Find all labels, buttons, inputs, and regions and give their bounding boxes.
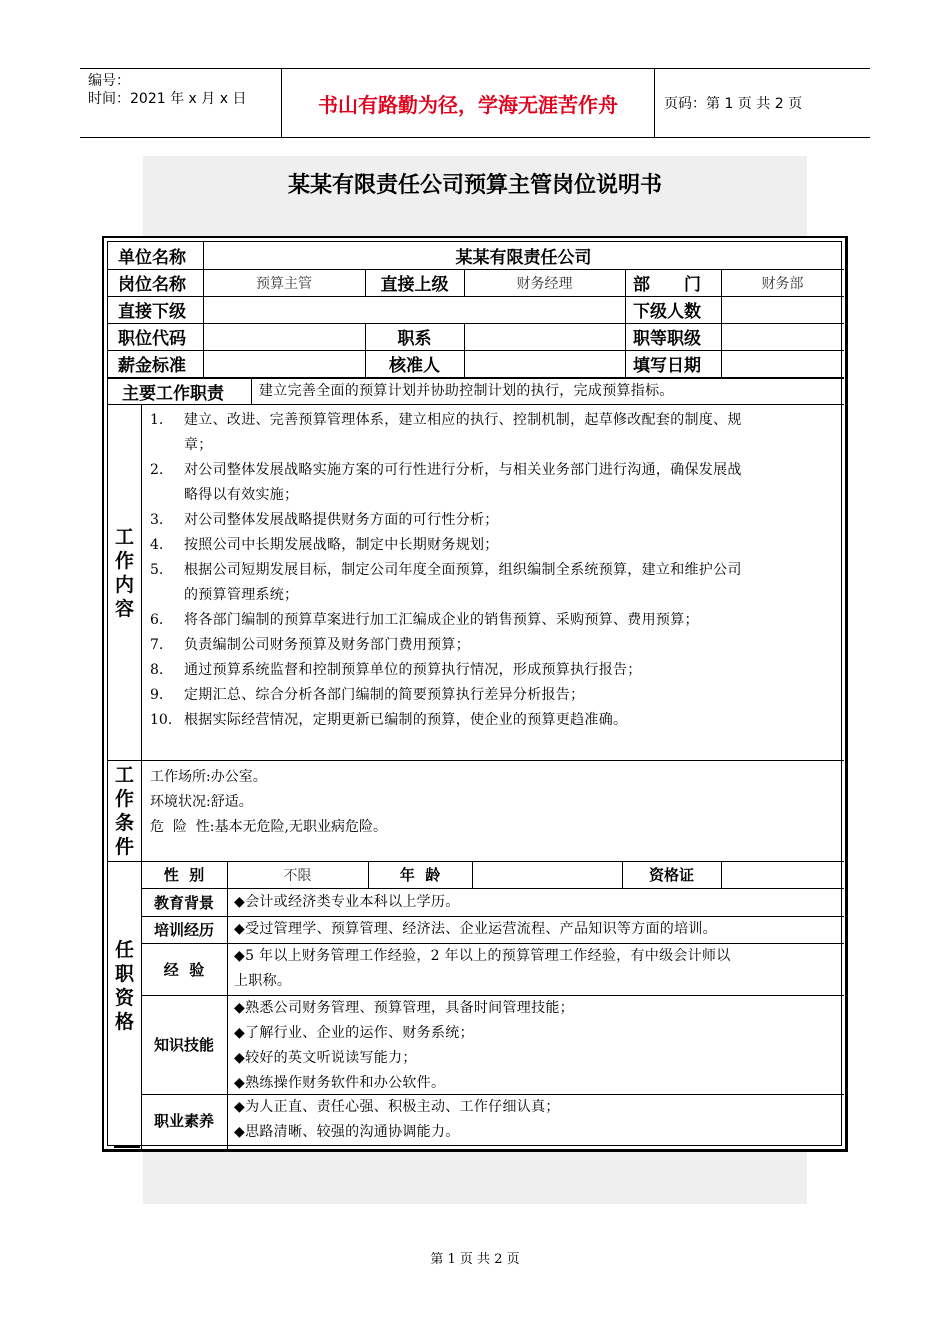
direct-subordinate-label: 直接下级 xyxy=(118,302,186,322)
work-environment: 环境状况:舒适。 xyxy=(150,794,253,810)
item-text: 将各部门编制的预算草案进行加工汇编成企业的销售预算、采购预算、费用预算； xyxy=(184,612,699,628)
grade-label: 职等职级 xyxy=(633,329,701,349)
header-meta xyxy=(80,69,282,137)
side-char: 格 xyxy=(114,1011,134,1033)
unit-name-label: 单位名称 xyxy=(118,248,186,268)
age-label: 年 龄 xyxy=(399,866,441,884)
work-danger: 危 险 性:基本无危险,无职业病危险。 xyxy=(150,819,387,835)
position-name-label: 岗位名称 xyxy=(118,275,186,295)
header-page-number: 页码：第 1 页 共 2 页 xyxy=(664,96,803,112)
item-text: 通过预算系统监督和控制预算单位的预算执行情况，形成预算执行报告； xyxy=(184,662,642,678)
item-text: 根据公司短期发展目标，制定公司年度全面预算，组织编制全系统预算，建立和维护公司 xyxy=(184,562,742,578)
item-text: 负责编制公司财务预算及财务部门费用预算； xyxy=(184,637,470,653)
item-number: 7. xyxy=(150,637,164,653)
quality-item: ◆为人正直、责任心强、积极主动、工作仔细认真； xyxy=(234,1099,560,1115)
main-duty-label: 主要工作职责 xyxy=(122,384,224,404)
document-title: 某某有限责任公司预算主管岗位说明书 xyxy=(287,172,662,198)
merged-cell xyxy=(365,297,625,323)
item-number: 3. xyxy=(150,512,164,528)
side-char: 任 xyxy=(114,939,134,961)
experience-line-1: ◆5 年以上财务管理工作经验，2 年以上的预算管理工作经验，有中级会计师以 xyxy=(234,948,731,964)
position-code-label: 职位代码 xyxy=(118,329,186,349)
approver-label: 核准人 xyxy=(389,356,440,376)
department-label: 部 门 xyxy=(633,275,701,295)
main-duty-text: 建立完善全面的预算计划并协助控制计划的执行，完成预算指标。 xyxy=(259,383,674,399)
job-family-label: 职系 xyxy=(397,329,432,349)
item-text: 章； xyxy=(184,437,213,453)
work-conditions-side-label xyxy=(108,760,141,861)
work-content-side-label xyxy=(108,404,141,760)
item-text: 略得以有效实施； xyxy=(184,487,299,503)
header-motto: 书山有路勤为径，学海无涯苦作舟 xyxy=(282,69,655,137)
certificate-label: 资格证 xyxy=(648,866,694,884)
education-text: ◆会计或经济类专业本科以上学历。 xyxy=(234,894,460,910)
col-divider xyxy=(251,379,252,404)
side-char: 职 xyxy=(114,963,134,985)
item-text: 定期汇总、综合分析各部门编制的简要预算执行差异分析报告； xyxy=(184,687,585,703)
qualifications-side-label xyxy=(108,861,141,1149)
side-char: 件 xyxy=(114,835,134,858)
skill-item: ◆熟练操作财务软件和办公软件。 xyxy=(234,1075,446,1091)
form-inner-border xyxy=(107,241,842,1146)
qualities-label: 职业素养 xyxy=(153,1112,214,1130)
skill-item: ◆了解行业、企业的运作、财务系统； xyxy=(234,1025,474,1041)
experience-label: 经 验 xyxy=(163,960,205,979)
row-divider xyxy=(108,350,844,351)
quality-item: ◆思路清晰、较强的沟通协调能力。 xyxy=(234,1124,460,1140)
side-char: 工 xyxy=(114,526,134,548)
side-bottom-rule xyxy=(114,1145,140,1148)
experience-line-2: 上职称。 xyxy=(234,973,292,989)
item-text: 对公司整体发展战略提供财务方面的可行性分析； xyxy=(184,512,499,528)
side-char: 作 xyxy=(114,787,134,810)
item-number: 6. xyxy=(150,612,164,628)
col-divider xyxy=(227,861,228,1149)
row-divider xyxy=(108,760,844,761)
document-number-label: 编号： xyxy=(88,73,130,89)
row-divider xyxy=(141,888,844,889)
direct-superior-value: 财务经理 xyxy=(516,275,573,292)
gender-label: 性 别 xyxy=(163,866,205,884)
item-text: 建立、改进、完善预算管理体系，建立相应的执行、控制机制，起草修改配套的制度、规 xyxy=(184,412,742,428)
item-number: 5. xyxy=(150,562,164,578)
side-char: 资 xyxy=(114,987,134,1009)
salary-label: 薪金标准 xyxy=(118,356,186,376)
side-char: 容 xyxy=(114,598,134,620)
education-label: 教育背景 xyxy=(153,893,214,912)
training-label: 培训经历 xyxy=(153,921,214,939)
row-divider xyxy=(108,404,844,405)
side-char: 条 xyxy=(114,811,134,834)
gender-value: 不限 xyxy=(283,867,312,884)
row-divider xyxy=(108,323,844,324)
unit-name-value: 某某有限责任公司 xyxy=(455,248,592,268)
item-number: 9. xyxy=(150,687,164,703)
direct-superior-label: 直接上级 xyxy=(380,275,449,295)
item-text: 根据实际经营情况，定期更新已编制的预算，使企业的预算更趋准确。 xyxy=(184,712,628,728)
item-number: 2. xyxy=(150,462,164,478)
side-char: 作 xyxy=(114,550,134,572)
skills-label: 知识技能 xyxy=(153,1036,214,1054)
item-number: 8. xyxy=(150,662,164,678)
work-place: 工作场所:办公室。 xyxy=(150,769,267,785)
page-footer: 第 1 页 共 2 页 xyxy=(430,1252,520,1267)
department-value: 财务部 xyxy=(761,275,804,292)
fill-date-label: 填写日期 xyxy=(633,356,701,376)
skill-item: ◆较好的英文听说读写能力； xyxy=(234,1050,417,1066)
side-char: 工 xyxy=(114,763,134,786)
side-char: 内 xyxy=(114,574,134,596)
item-text: 对公司整体发展战略实施方案的可行性进行分析，与相关业务部门进行沟通，确保发展战 xyxy=(184,462,742,478)
item-number: 10. xyxy=(150,712,173,728)
page-header xyxy=(80,68,870,138)
job-description-form xyxy=(102,236,848,1152)
training-text: ◆受过管理学、预算管理、经济法、企业运营流程、产品知识等方面的培训。 xyxy=(234,921,717,937)
item-number: 1. xyxy=(150,412,164,428)
col-divider xyxy=(721,861,722,888)
col-divider xyxy=(472,861,473,888)
subordinate-count-label: 下级人数 xyxy=(633,302,701,322)
document-date-label: 时间：2021 年 x 月 x 日 xyxy=(88,91,247,107)
item-number: 4. xyxy=(150,537,164,553)
item-text: 的预算管理系统； xyxy=(184,587,299,603)
position-name-value: 预算主管 xyxy=(256,275,312,292)
skill-item: ◆熟悉公司财务管理、预算管理，具备时间管理技能； xyxy=(234,1000,574,1016)
item-text: 按照公司中长期发展战略，制定中长期财务规划； xyxy=(184,537,499,553)
